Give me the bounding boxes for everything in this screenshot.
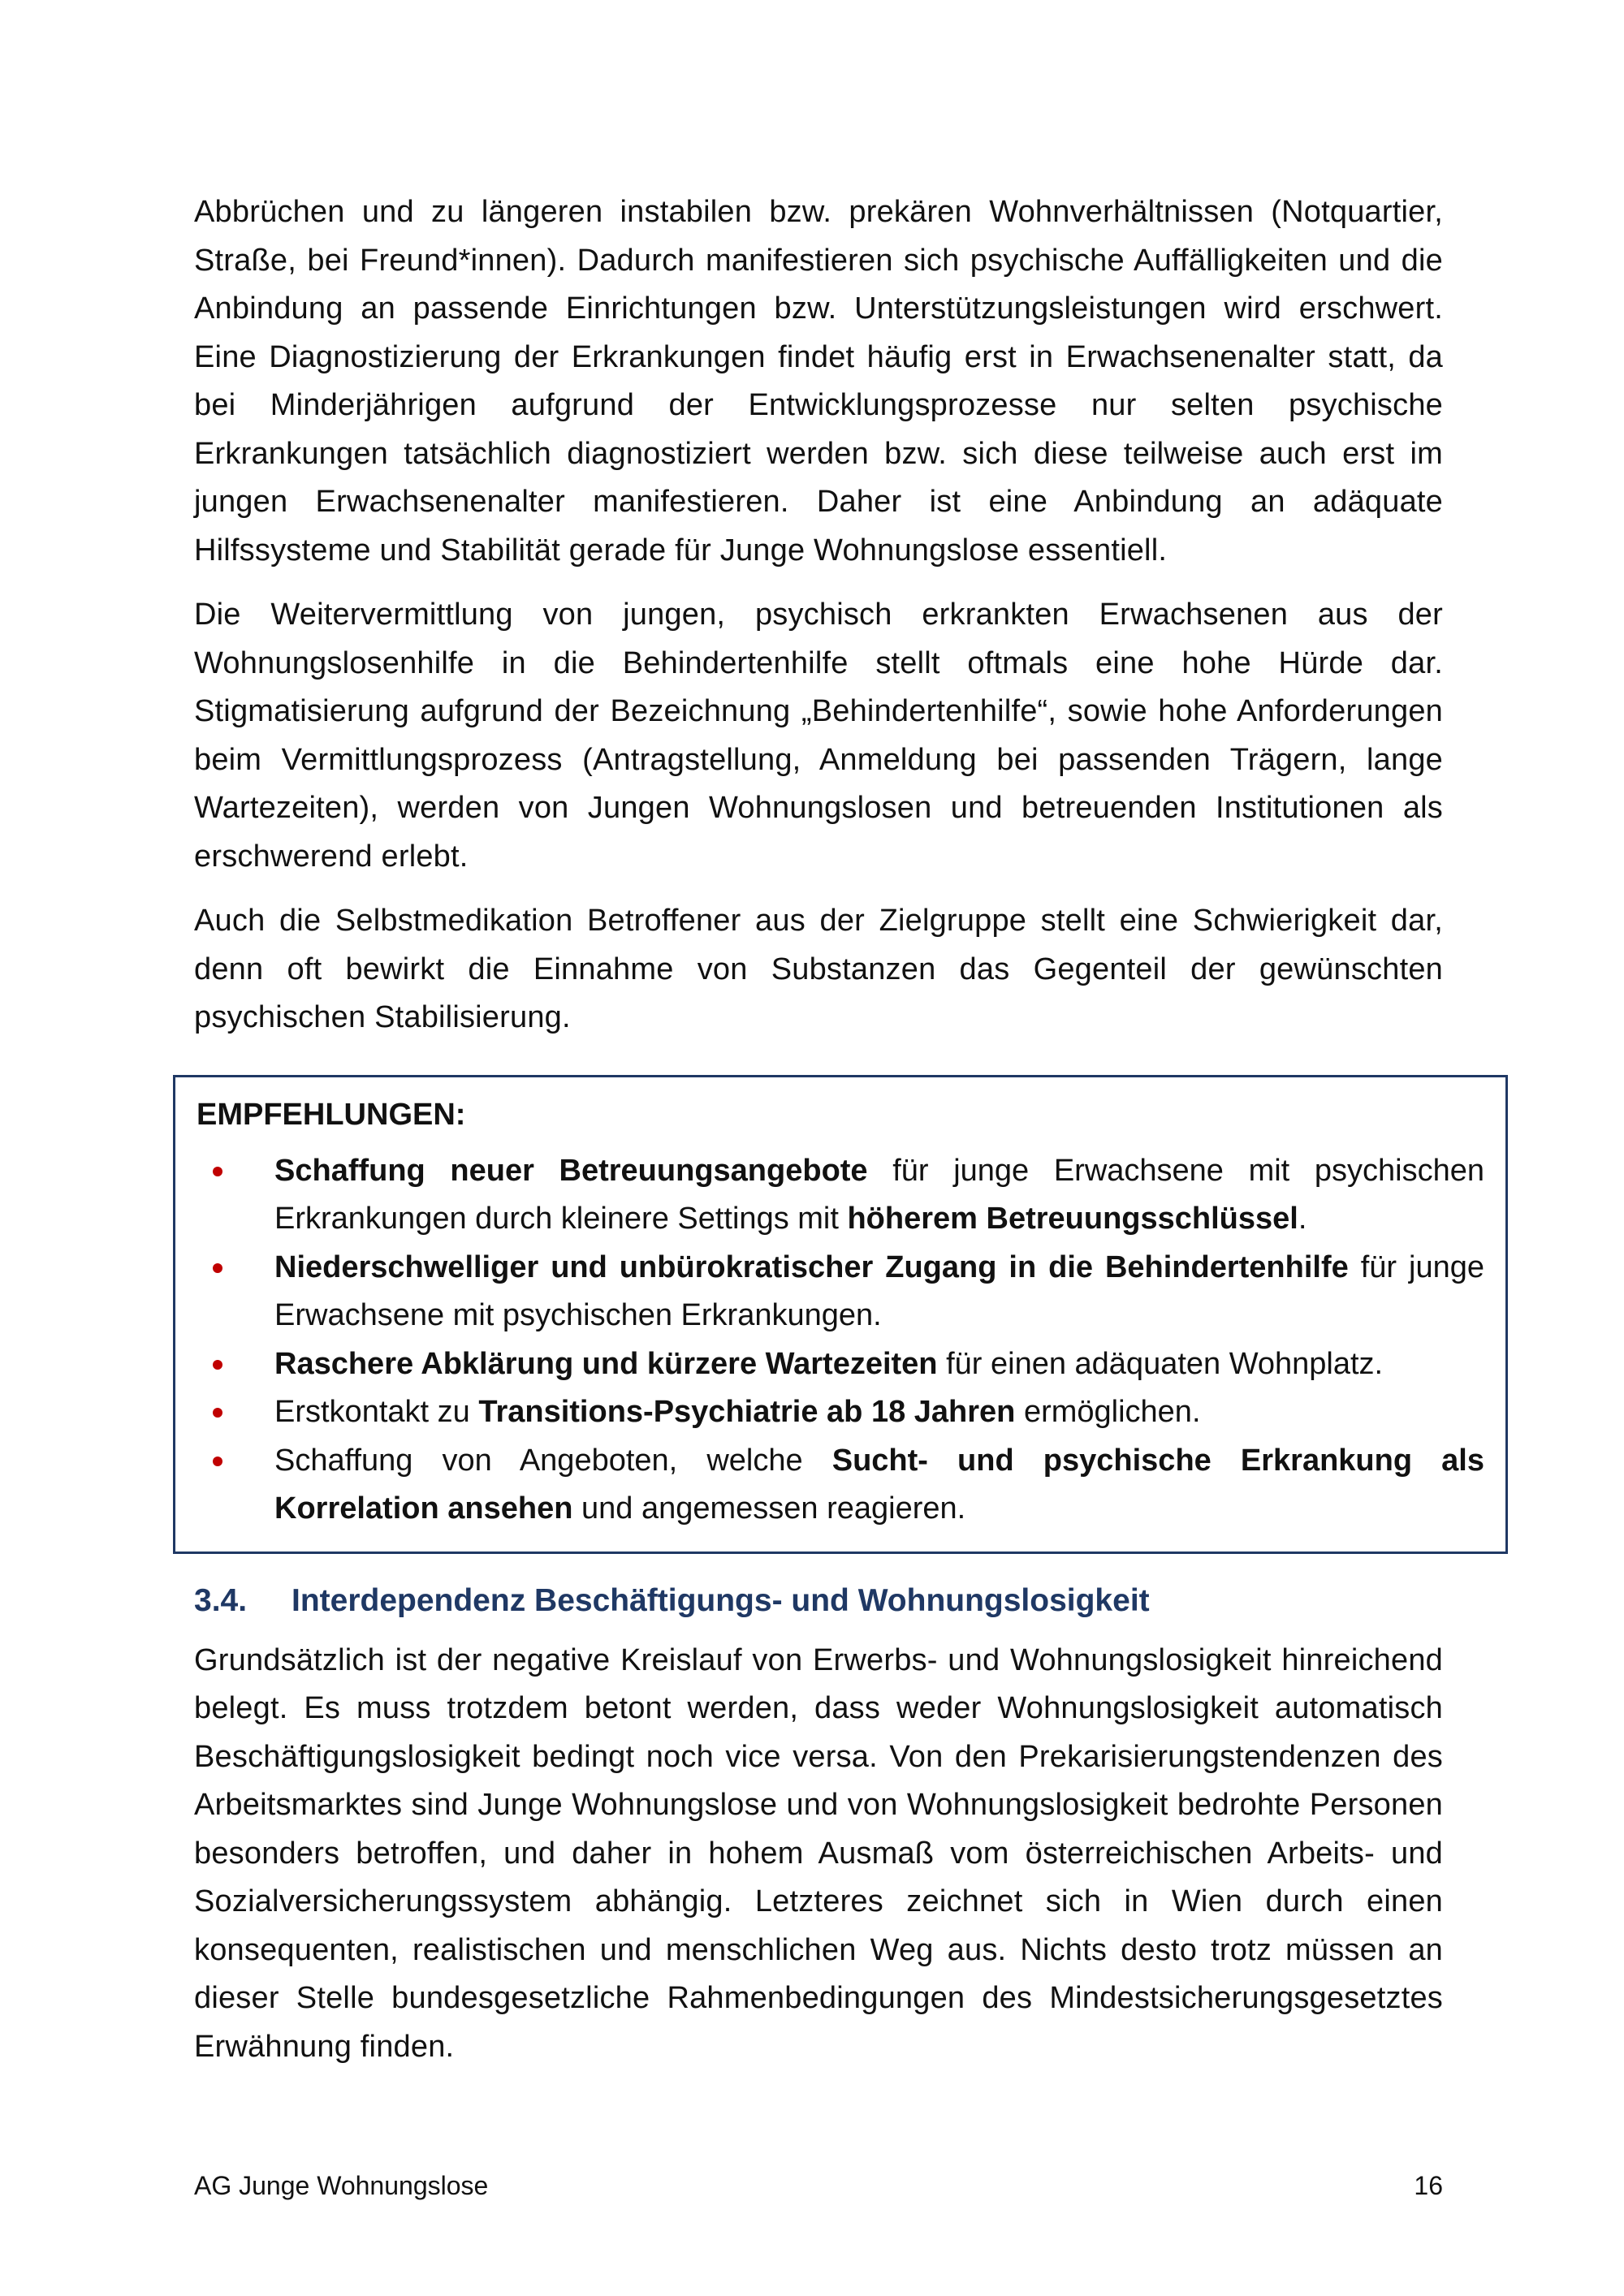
recommendation-text: ermöglichen. <box>1015 1395 1201 1429</box>
recommendation-text: Erstkontakt zu <box>274 1395 479 1429</box>
recommendation-emphasis: Sucht- und psychische Erkrankung als Korrelation ansehen <box>274 1443 1484 1526</box>
list-item <box>197 1388 1484 1437</box>
recommendation-emphasis: Niederschwelliger und unbürokratischer Zugang in die Behindertenhilfe <box>274 1249 1349 1284</box>
list-item <box>197 1147 1484 1244</box>
bullet-icon <box>213 1167 222 1176</box>
paragraph-3: Auch die Selbstmedikation Betroffener aus der Zielgruppe stellt eine Schwierigkeit dar, denn oft bewirkt die Einnahme von Substanzen das Gegenteil der gewünschten psychischen Stabilisierung. <box>194 904 1443 1034</box>
page-content <box>194 188 1484 2087</box>
recommendations-title: EMPFEHLUNGEN: <box>197 1097 466 1132</box>
recommendation-emphasis: Schaffung neuer Betreuungsangebote <box>274 1153 868 1188</box>
bullet-icon <box>213 1360 222 1370</box>
section-title: Interdependenz Beschäftigungs- und Wohnungslosigkeit <box>292 1582 1150 1618</box>
bullet-icon <box>213 1408 222 1418</box>
recommendation-emphasis: Transitions-Psychiatrie ab 18 Jahren <box>478 1395 1016 1429</box>
list-item <box>197 1437 1484 1534</box>
footer-document-title: AG Junge Wohnungslose <box>194 2171 489 2200</box>
recommendations-list <box>197 1147 1484 1534</box>
list-item <box>197 1244 1484 1340</box>
bullet-icon <box>213 1457 222 1466</box>
recommendation-text: und angemessen reagieren. <box>572 1491 966 1526</box>
recommendation-text: Schaffung von Angeboten, welche <box>274 1443 832 1478</box>
page-number: 16 <box>1414 2171 1443 2200</box>
paragraph-1: Abbrüchen und zu längeren instabilen bzw. prekären Wohnverhältnissen (Notquartier, Straße, bei Freund*innen). Dadurch manifestieren sich psychische Auffälligkeiten und die Anbindung an passende Einrichtungen bzw. Unterstützungsleistungen wird erschwert. Eine Diagnostizierung der Erkrankungen findet häufig erst in Erwachsenenalter statt, da bei Minderjährigen aufgrund der Entwicklungsprozesse nur selten psychische Erkrankungen tatsächlich diagnostiziert werden bzw. sich diese teilweise auch erst im jungen Erwachsenenalter manifestieren. Daher ist eine Anbindung an adäquate Hilfssysteme und Stabilität gerade für Junge Wohnungslose essentiell. <box>194 195 1443 568</box>
bullet-icon <box>213 1263 222 1273</box>
section-heading <box>194 1577 1443 1625</box>
recommendation-text: für junge Erwachsene mit psychischen Erkrankungen. <box>274 1249 1484 1332</box>
recommendation-emphasis: Raschere Abklärung und kürzere Wartezeiten <box>274 1346 938 1381</box>
recommendation-text: für junge Erwachsene mit psychischen Erkrankungen durch kleinere Settings mit <box>274 1153 1484 1236</box>
section-number: 3.4. <box>194 1582 248 1618</box>
list-item <box>197 1340 1484 1389</box>
recommendation-text: für einen adäquaten Wohnplatz. <box>937 1346 1384 1381</box>
section-paragraph: Grundsätzlich ist der negative Kreislauf von Erwerbs- und Wohnungslosigkeit hinreichend belegt. Es muss trotzdem betont werden, dass weder Wohnungslosigkeit automatisch Beschäftigungslosigkeit bedingt noch vice versa. Von den Prekarisierungstendenzen des Arbeitsmarktes sind Junge Wohnungslose und von Wohnungslosigkeit bedrohte Personen besonders betroffen, und daher in hohem Ausmaß vom österreichischen Arbeits- und Sozialversicherungssystem abhängig. Letzteres zeichnet sich in Wien durch einen konsequenten, realistischen und menschlichen Weg aus. Nichts desto trotz müssen an dieser Stelle bundesgesetzliche Rahmenbedingungen des Mindestsicherungsgesetztes Erwähnung finden. <box>194 1642 1443 2064</box>
recommendation-text: . <box>1298 1202 1307 1236</box>
paragraph-2: Die Weitervermittlung von jungen, psychisch erkrankten Erwachsenen aus der Wohnungslosenhilfe in die Behindertenhilfe stellt oftmals eine hohe Hürde dar. Stigmatisierung aufgrund der Bezeichnung „Behindertenhilfe“, sowie hohe Anforderungen beim Vermittlungsprozess (Antragstellung, Anmeldung bei passenden Trägern, lange Wartezeiten), werden von Jungen Wohnungslosen und betreuenden Institutionen als erschwerend erlebt. <box>194 598 1443 874</box>
recommendations-box <box>173 1075 1508 1554</box>
recommendation-emphasis: höherem Betreuungsschlüssel <box>847 1202 1298 1236</box>
